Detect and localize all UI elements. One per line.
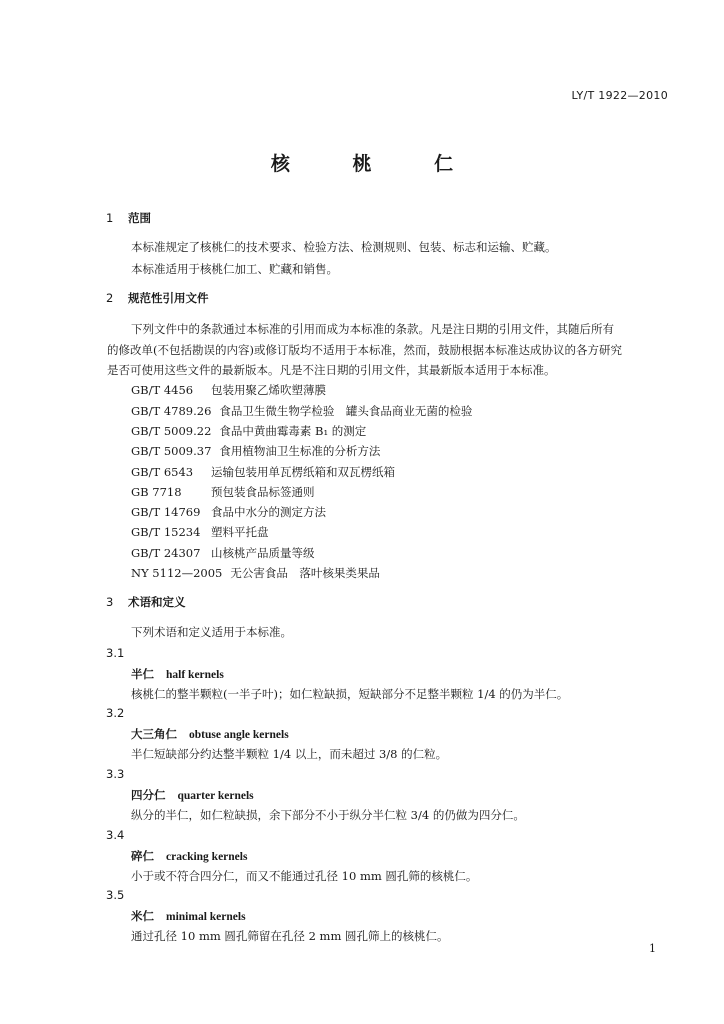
term-definition: 纵分的半仁，如仁粒缺损，余下部分不小于纵分半仁粒 3/4 的仍做为四分仁。	[131, 808, 525, 822]
reference-code: GB/T 15234	[131, 525, 201, 539]
term-number: 3.5	[106, 888, 125, 902]
reference-item	[131, 565, 380, 581]
title-char: 核	[270, 153, 290, 175]
term-number: 3.4	[106, 828, 125, 842]
reference-title: 食品中水分的测定方法	[211, 505, 326, 519]
section-heading-references	[106, 290, 209, 306]
reference-item	[131, 382, 326, 398]
reference-code: GB/T 4456	[131, 383, 194, 397]
term-zh: 半仁	[131, 667, 154, 681]
section-number: 1	[106, 211, 114, 225]
term-heading	[131, 726, 289, 742]
section-heading-terms	[106, 594, 186, 610]
term-heading	[131, 666, 224, 682]
title-char: 仁	[434, 153, 454, 175]
reference-code: NY 5112—2005	[131, 566, 223, 580]
reference-code: GB/T 4789.26	[131, 404, 212, 418]
reference-code: GB/T 6543	[131, 465, 194, 479]
term-definition: 半仁短缺部分约达整半颗粒 1/4 以上，而未超过 3/8 的仁粒。	[131, 747, 448, 761]
section-title: 术语和定义	[128, 595, 186, 609]
reference-title: 食品中黄曲霉毒素 B₁ 的测定	[219, 424, 367, 438]
reference-title: 山核桃产品质量等级	[211, 546, 315, 560]
term-number: 3.3	[106, 767, 125, 781]
reference-code: GB/T 5009.22	[131, 424, 212, 438]
reference-title: 食品卫生微生物学检验 罐头食品商业无菌的检验	[219, 404, 473, 418]
page-title	[0, 149, 724, 176]
section-number: 2	[106, 291, 114, 305]
reference-item	[131, 545, 315, 561]
paragraph: 本标准规定了核桃仁的技术要求、检验方法、检测规则、包装、标志和运输、贮藏。	[131, 240, 557, 254]
term-en: obtuse angle kernels	[189, 729, 289, 741]
reference-title: 塑料平托盘	[211, 525, 269, 539]
term-heading	[131, 848, 247, 864]
reference-item	[131, 464, 395, 480]
section-heading-scope	[106, 210, 151, 226]
term-zh: 大三角仁	[131, 727, 177, 741]
paragraph: 的修改单(不包括勘误的内容)或修订版均不适用于本标准，然而，鼓励根据本标准达成协议的各方研究	[107, 343, 622, 357]
document-code: LY/T 1922—2010	[571, 89, 668, 102]
term-en: minimal kernels	[166, 911, 246, 923]
reference-item	[131, 524, 269, 540]
reference-item	[131, 504, 326, 520]
title-char: 桃	[352, 153, 372, 175]
reference-title: 包装用聚乙烯吹塑薄膜	[211, 383, 326, 397]
term-heading	[131, 787, 254, 803]
term-zh: 四分仁	[131, 788, 166, 802]
section-title: 范围	[128, 211, 151, 225]
term-definition: 小于或不符合四分仁，而又不能通过孔径 10 mm 圆孔筛的核桃仁。	[131, 869, 478, 883]
reference-item	[131, 403, 472, 419]
term-definition: 核桃仁的整半颗粒(一半子叶)；如仁粒缺损，短缺部分不足整半颗粒 1/4 的仍为半仁。	[131, 687, 569, 701]
reference-title: 食用植物油卫生标准的分析方法	[219, 444, 381, 458]
section-number: 3	[106, 595, 114, 609]
term-definition: 通过孔径 10 mm 圆孔筛留在孔径 2 mm 圆孔筛上的核桃仁。	[131, 929, 449, 943]
term-number: 3.1	[106, 646, 125, 660]
reference-item	[131, 443, 380, 459]
term-zh: 米仁	[131, 909, 154, 923]
page-number: 1	[649, 942, 656, 955]
reference-item	[131, 423, 366, 439]
term-zh: 碎仁	[131, 849, 154, 863]
paragraph: 是否可使用这些文件的最新版本。凡是不注日期的引用文件，其最新版本适用于本标准。	[107, 363, 556, 377]
term-number: 3.2	[106, 706, 125, 720]
term-en: half kernels	[166, 669, 224, 681]
reference-code: GB 7718	[131, 485, 182, 499]
reference-title: 预包装食品标签通则	[211, 485, 315, 499]
reference-code: GB/T 5009.37	[131, 444, 212, 458]
paragraph: 下列文件中的条款通过本标准的引用而成为本标准的条款。凡是注日期的引用文件，其随后所有	[131, 322, 614, 336]
term-heading	[131, 908, 246, 924]
reference-code: GB/T 14769	[131, 505, 201, 519]
term-en: cracking kernels	[166, 851, 248, 863]
reference-code: GB/T 24307	[131, 546, 201, 560]
paragraph: 下列术语和定义适用于本标准。	[131, 625, 292, 639]
reference-item	[131, 484, 315, 500]
paragraph: 本标准适用于核桃仁加工、贮藏和销售。	[131, 262, 338, 276]
reference-title: 无公害食品 落叶核果类果品	[230, 566, 380, 580]
term-en: quarter kernels	[177, 790, 254, 802]
section-title: 规范性引用文件	[128, 291, 209, 305]
reference-title: 运输包装用单瓦楞纸箱和双瓦楞纸箱	[211, 465, 395, 479]
